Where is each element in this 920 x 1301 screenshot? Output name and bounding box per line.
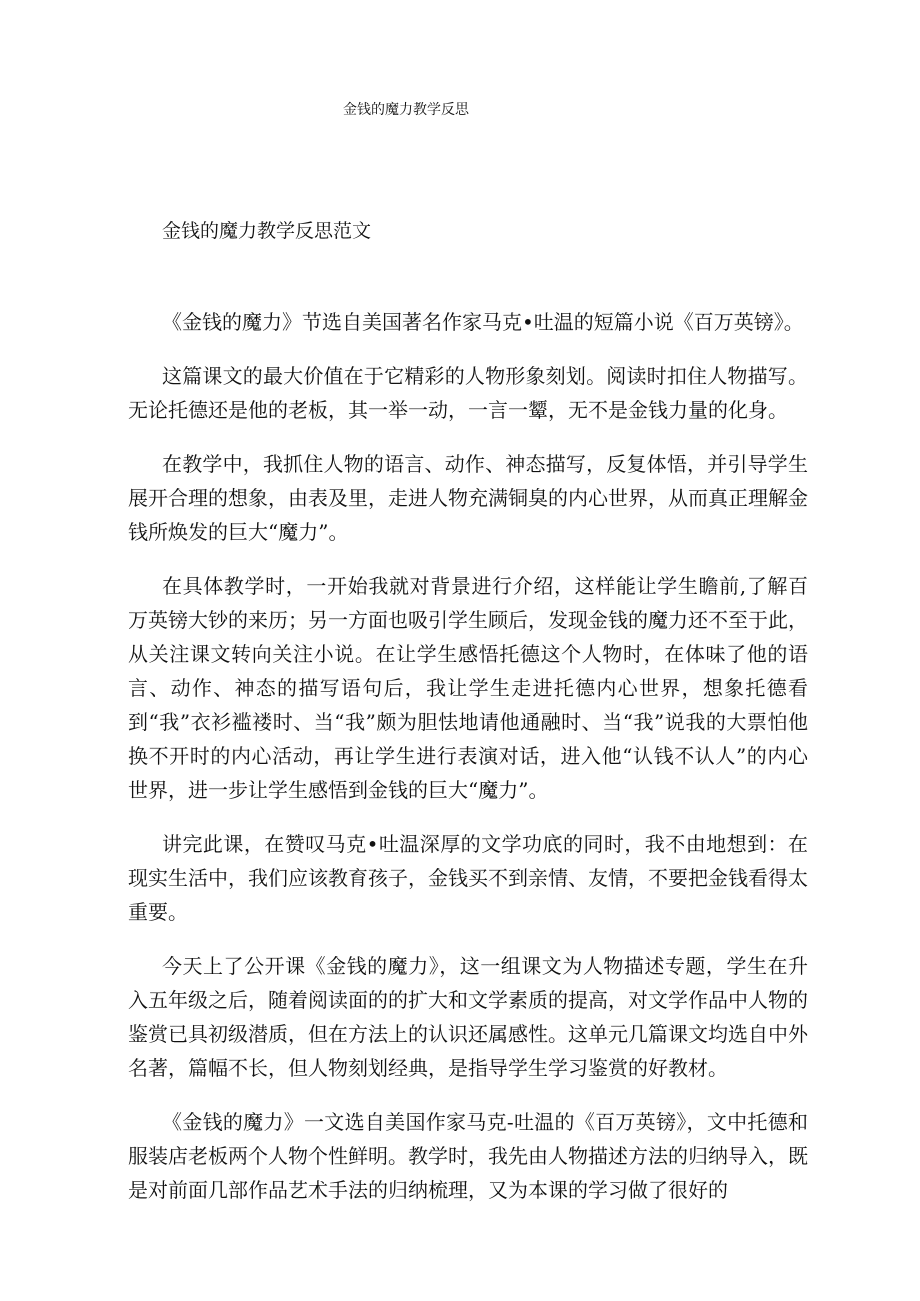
paragraph-3: 在教学中，我抓住人物的语言、动作、神态描写，反复体悟，并引导学生展开合理的想象，由表及里，走进人物充满铜臭的内心世界，从而真正理解金钱所焕发的巨大“魔力”。 bbox=[128, 452, 808, 544]
paragraph-6: 今天上了公开课《金钱的魔力》，这一组课文为人物描述专题，学生在升入五年级之后，随着阅读面的的扩大和文学素质的提高，对文学作品中人物的鉴赏已具初级潜质，但在方法上的认识还属感性。这单元几篇课文均选自中外名著，篇幅不长，但人物刻划经典，是指导学生学习鉴赏的好教材。 bbox=[128, 954, 808, 1080]
header-title: 金钱的魔力教学反思 bbox=[343, 102, 469, 118]
paragraph-7: 《金钱的魔力》一文选自美国作家马克-吐温的《百万英镑》，文中托德和服装店老板两个人物个性鲜明。教学时，我先由人物描述方法的归纳导入，既是对前面几部作品艺术手法的归纳梳理，又为本课的学习做了很好的 bbox=[128, 1110, 808, 1202]
paragraph-4: 在具体教学时，一开始我就对背景进行介绍，这样能让学生瞻前,了解百万英镑大钞的来历；另一方面也吸引学生顾后，发现金钱的魔力还不至于此，从关注课文转向关注小说。在让学生感悟托德这个人物时，在体味了他的语言、动作、神态的描写语句后，我让学生走进托德内心世界，想象托德看到“我”衣衫褴褛时、当“我”颇为胆怯地请他通融时、当“我”说我的大票怕他换不开时的内心活动，再让学生进行表演对话，进入他“认钱不认人”的内心世界，进一步让学生感悟到金钱的巨大“魔力”。 bbox=[128, 574, 808, 802]
document-body bbox=[128, 305, 808, 1227]
paragraph-1: 《金钱的魔力》节选自美国著名作家马克•吐温的短篇小说《百万英镑》。 bbox=[162, 310, 804, 334]
paragraph-5: 讲完此课，在赞叹马克•吐温深厚的文学功底的同时，我不由地想到：在现实生活中，我们应该教育孩子，金钱买不到亲情、友情，不要把金钱看得太重要。 bbox=[128, 832, 808, 924]
document-title: 金钱的魔力教学反思范文 bbox=[162, 220, 372, 242]
paragraph-2: 这篇课文的最大价值在于它精彩的人物形象刻划。阅读时扣住人物描写。无论托德还是他的老板，其一举一动，一言一颦，无不是金钱力量的化身。 bbox=[128, 364, 808, 422]
